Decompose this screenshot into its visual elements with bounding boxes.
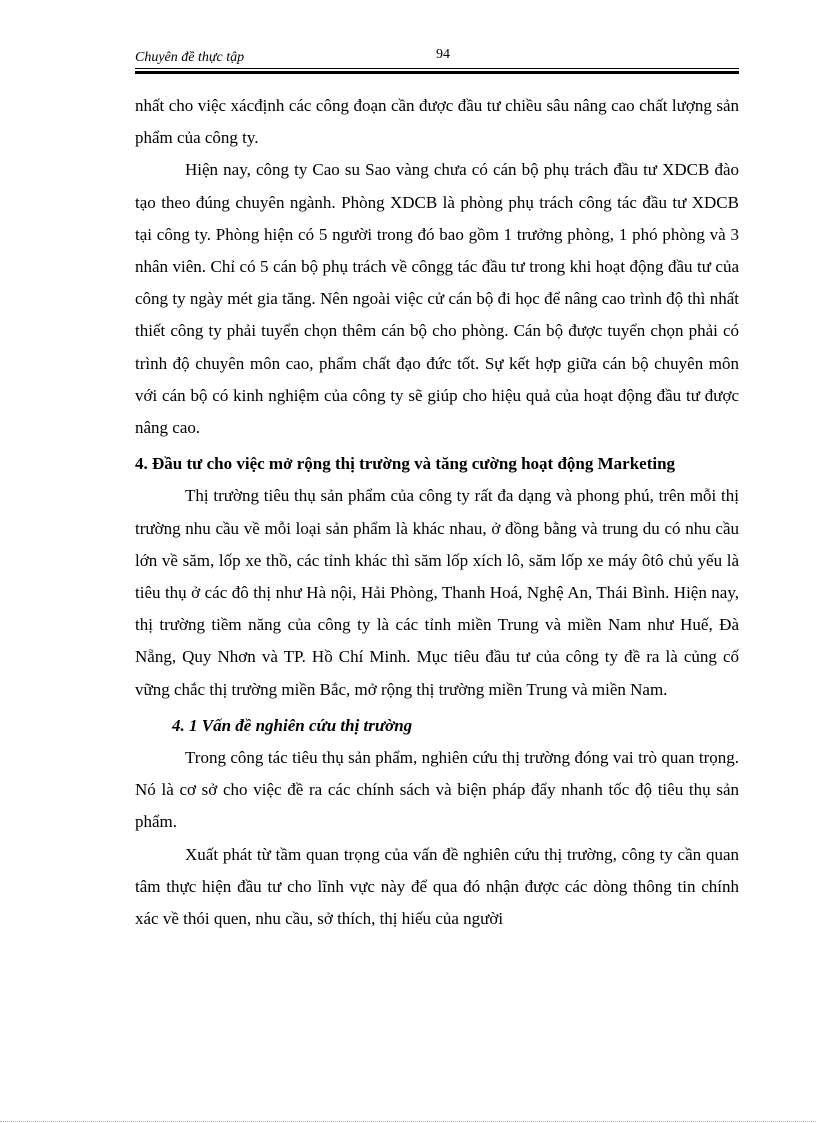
paragraph: Thị trường tiêu thụ sản phẩm của công ty rất đa dạng và phong phú, trên mỗi thị trường nhu cầu về mỗi loại sản phẩm là khác nhau, ở đồng bằng và trung du có nhu cầu lớn về săm, lốp xe thồ, các tỉnh khác thì săm lốp xích lô, săm lốp xe máy ôtô chủ yếu là tiêu thụ ở các đô thị như Hà nội, Hải Phòng, Thanh Hoá, Nghệ An, Thái Bình. Hiện nay, thị trường tiềm năng của công ty là các tỉnh miền Trung và miền Nam như Huế, Đà Nẵng, Quy Nhơn và TP. Hồ Chí Minh. Mục tiêu đầu tư của công ty đề ra là củng cố vững chắc thị trường miền Bắc, mở rộng thị trường miền Trung và miền Nam. [135,486,739,699]
paragraph: Xuất phát từ tầm quan trọng của vấn đề nghiên cứu thị trường, công ty cần quan tâm thực hiện đầu tư cho lĩnh vực này để qua đó nhận được các dòng thông tin chính xác về thói quen, nhu cầu, sở thích, thị hiếu của người [135,844,739,929]
header-rule-thin [135,68,739,69]
page-number: 94 [436,47,450,62]
section-heading: 4. Đầu tư cho việc mở rộng thị trường và tăng cường hoạt động Marketing [135,454,676,474]
page-header [135,47,739,69]
header-title: Chuyên đề thực tập [135,50,245,65]
paragraph: Hiện nay, công ty Cao su Sao vàng chưa có cán bộ phụ trách đầu tư XDCB đào tạo theo đúng chuyên ngành. Phòng XDCB là phòng phụ trách công tác đầu tư XDCB tại công ty. Phòng hiện có 5 người trong đó bao gồm 1 trưởng phòng, 1 phó phòng và 3 nhân viên. Chỉ có 5 cán bộ phụ trách về côngg tác đầu tư trong khi hoạt động đầu tư của công ty ngày mét gia tăng. Nên ngoài việc cử cán bộ đi học để nâng cao trình độ thì nhất thiết công ty phải tuyển chọn thêm cán bộ cho phòng. Cán bộ được tuyển chọn phải có trình độ chuyên môn cao, phẩm chất đạo đức tốt. Sự kết hợp giữa cán bộ chuyên môn với cán bộ có kinh nghiệm của công ty sẽ giúp cho hiệu quả của hoạt động đầu tư được nâng cao. [135,160,739,438]
paragraph: Trong công tác tiêu thụ sản phẩm, nghiên cứu thị trường đóng vai trò quan trọng. Nó là cơ sở cho việc đề ra các chính sách và biện pháp đẩy nhanh tốc độ tiêu thụ sản phẩm. [135,748,739,832]
page-bottom-border [0,1121,816,1122]
header-rule-thick [135,71,739,74]
paragraph: nhất cho việc xácđịnh các công đoạn cần được đầu tư chiều sâu nâng cao chất lượng sản phẩm của công ty. [135,96,739,148]
subsection-heading: 4. 1 Vấn đề nghiên cứu thị trường [172,715,413,735]
document-body [135,90,739,935]
